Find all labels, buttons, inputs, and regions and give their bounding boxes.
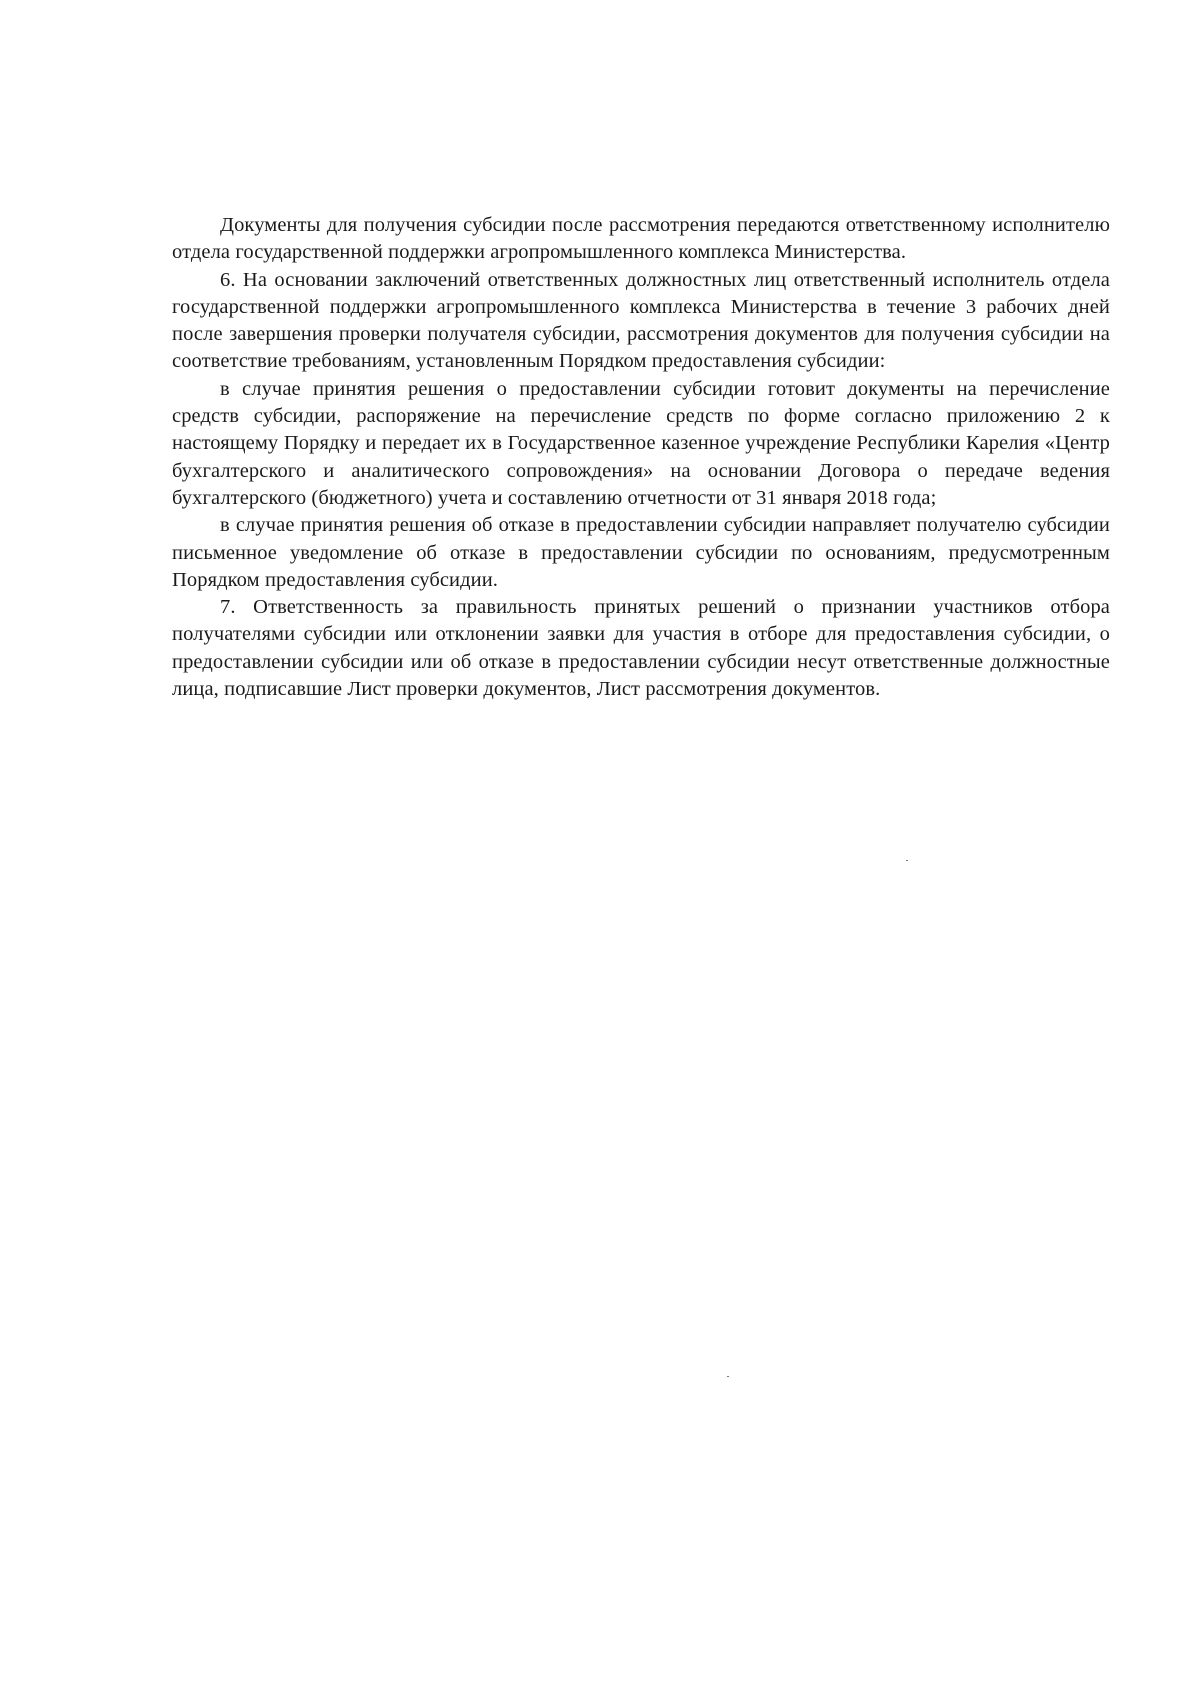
paragraph-refusal-decision: в случае принятия решения об отказе в предоставлении субсидии направляет получателю субсидии письменное уведомление об отказе в предоставлении субсидии по основаниям, предусмотренным Порядком предоставления субсидии. (172, 514, 1110, 591)
document-body (172, 212, 1110, 703)
paragraph-documents-transfer: Документы для получения субсидии после рассмотрения передаются ответственному исполнителю отдела государственной поддержки агропромышленного комплекса Министерства. (172, 214, 1110, 264)
paragraph-grant-decision: в случае принятия решения о предоставлении субсидии готовит документы на перечисление средств субсидии, распоряжение на перечисление средств по форме согласно приложению 2 к настоящему Порядку и передает их в Государственное казенное учреждение Республики Карелия «Центр бухгалтерского и аналитического сопровождения» на основании Договора о передаче ведения бухгалтерского (бюджетного) учета и составлению отчетности от 31 января 2018 года; (172, 377, 1110, 509)
paragraph-item-7: 7. Ответственность за правильность принятых решений о признании участников отбора получателями субсидии или отклонении заявки для участия в отборе для предоставления субсидии, о предоставлении субсидии или об отказе в предоставлении субсидии несут ответственные должностные лица, подписавшие Лист проверки документов, Лист рассмотрения документов. (172, 596, 1110, 701)
scan-speck (727, 1376, 729, 1377)
scan-speck (906, 860, 908, 861)
paragraph-item-6: 6. На основании заключений ответственных должностных лиц ответственный исполнитель отдела государственной поддержки агропромышленного комплекса Министерства в течение 3 рабочих дней после завершения проверки получателя субсидии, рассмотрения документов для получения субсидии на соответствие требованиям, установленным Порядком предоставления субсидии: (172, 268, 1110, 373)
